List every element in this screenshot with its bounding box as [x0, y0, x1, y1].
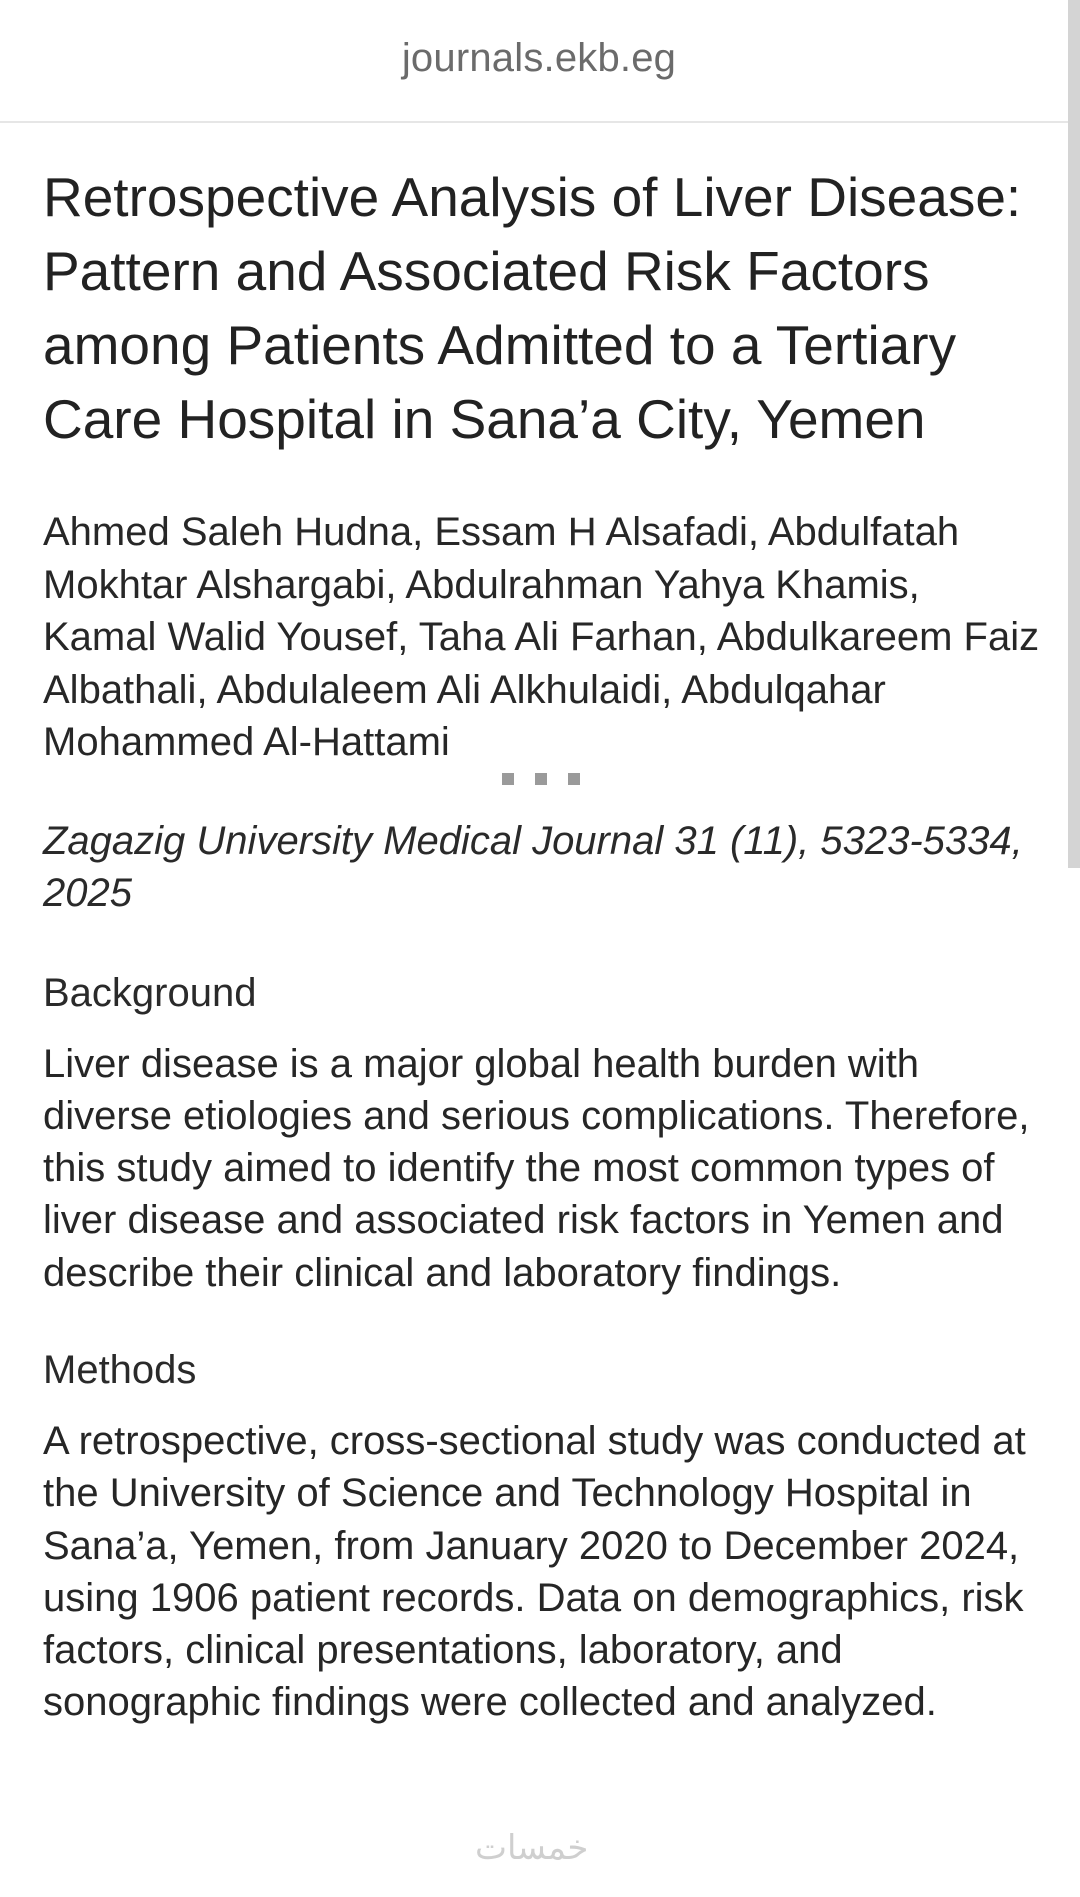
section-text-methods: A retrospective, cross-sectional study was conducted at the University of Science and Technology Hospital in Sana’a, Yemen, from January 2020 to December 2024, using 1906 patient records. Data on demographics, risk factors, clinical presentations, laboratory, and sonographic findings were collected and analyzed. — [43, 1418, 1026, 1725]
more-dots-icon — [502, 773, 514, 785]
article-content — [43, 160, 1043, 1729]
more-dots-icon — [568, 773, 580, 785]
journal-citation: Zagazig University Medical Journal 31 (11), 5323-5334, 2025 — [43, 818, 1023, 915]
url-text[interactable]: journals.ekb.eg — [401, 36, 677, 80]
section-text-background: Liver disease is a major global health burden with diverse etiologies and serious complications. Therefore, this study aimed to identify the most common types of liver disease and associated risk factors in Yemen and describe their clinical and laboratory findings. — [43, 1041, 1030, 1295]
scrollbar[interactable] — [1068, 0, 1080, 868]
more-authors-button[interactable] — [39, 773, 1043, 787]
section-heading-methods: Methods — [43, 1347, 197, 1392]
article-title: Retrospective Analysis of Liver Disease: Pattern and Associated Risk Factors among Patients Admitted to a Tertiary Care Hospital in Sana’a City, Yemen — [43, 166, 1022, 450]
browser-address-bar[interactable] — [0, 0, 1080, 123]
more-dots-icon — [535, 773, 547, 785]
section-heading-background: Background — [43, 970, 257, 1015]
article-authors: Ahmed Saleh Hudna, Essam H Alsafadi, Abdulfatah Mokhtar Alshargabi, Abdulrahman Yahya Khamis, Kamal Walid Yousef, Taha Ali Farhan, Abdulkareem Faiz Albathali, Abdulaleem Ali Alkhulaidi, Abdulqahar Mohammed Al-Hattami — [43, 510, 1040, 764]
watermark-logo: خمسات — [475, 1828, 589, 1868]
